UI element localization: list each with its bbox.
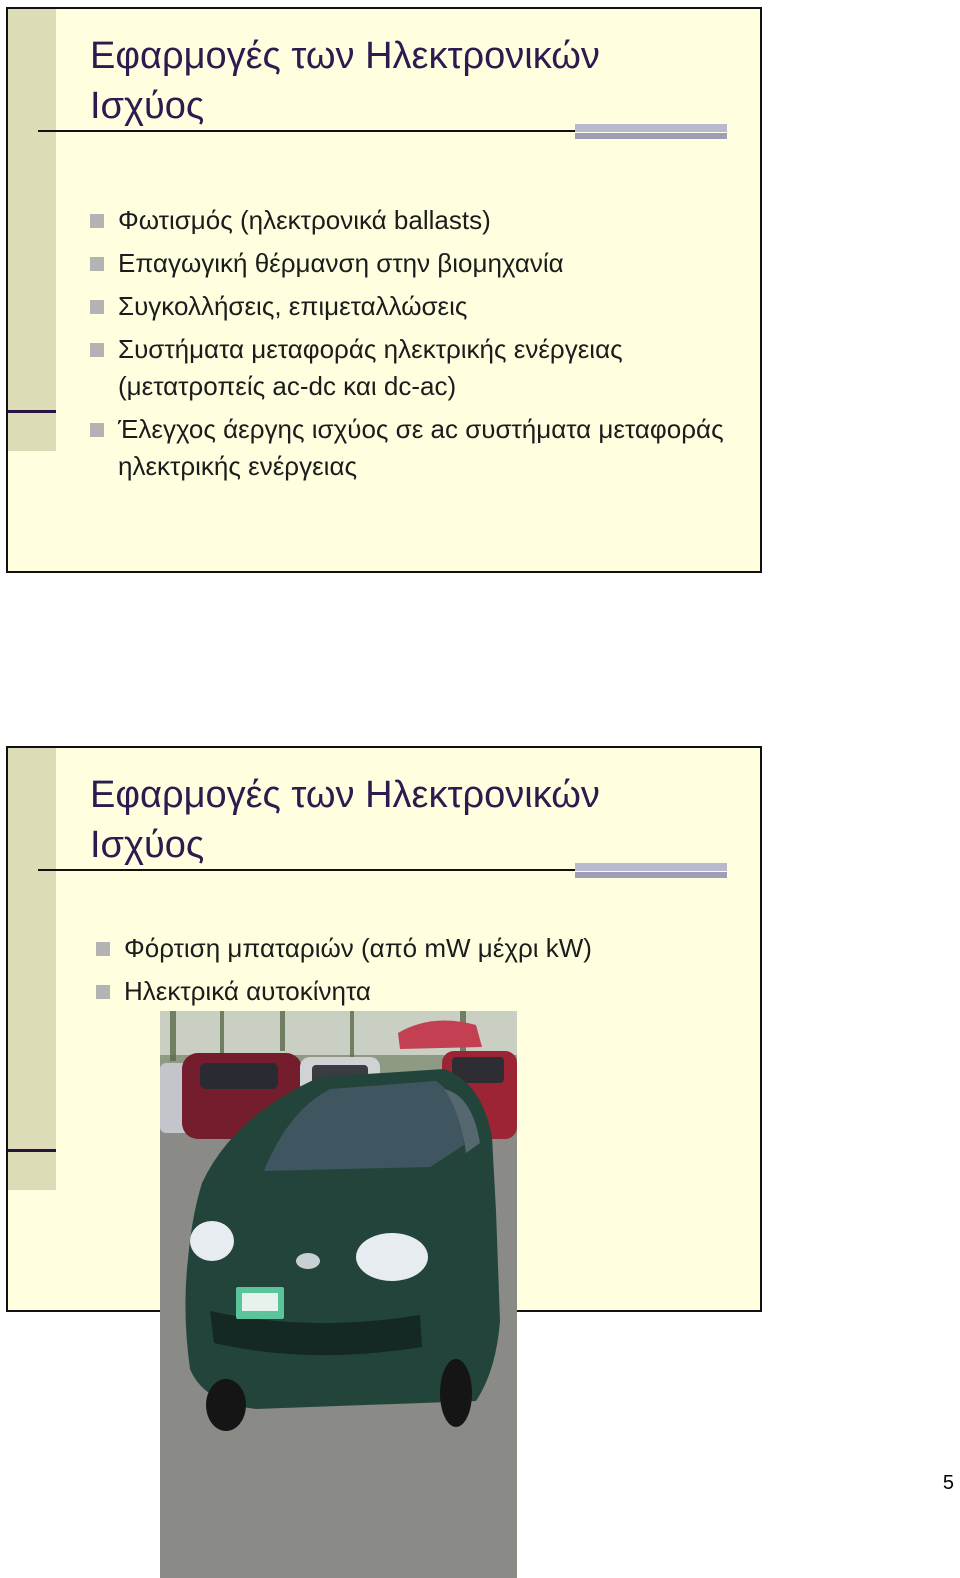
square-bullet-icon [96,985,110,999]
bullet-text: Επαγωγική θέρμανση στην βιομηχανία [118,248,564,278]
square-bullet-icon [90,343,104,357]
bullet-text: Φόρτιση μπαταριών (από mW μέχρι kW) [124,933,592,963]
electric-car-photo [160,1011,517,1578]
bullet-text: Έλεγχος άεργης ισχύος σε ac συστήματα μεταφοράς ηλεκτρικής ενέργειας [118,414,724,481]
square-bullet-icon [90,300,104,314]
bullet-item [90,202,740,239]
page-number: 5 [942,1472,954,1494]
slide-side-strip [8,748,56,1190]
slide-side-strip [8,9,56,451]
title-underline [38,130,578,132]
title-accent-bar-shadow [575,133,727,139]
title-accent-bar [575,124,727,132]
bullet-item [90,245,740,282]
slide-title-line-1: Εφαρμογές των Ηλεκτρονικών [90,774,600,816]
bullet-item [96,973,746,1010]
slide-2 [6,746,762,1312]
bullet-text: Συστήματα μεταφοράς ηλεκτρικής ενέργειας (μετατροπείς ac-dc και dc-ac) [118,334,623,401]
bullet-list [96,930,746,1016]
square-bullet-icon [96,942,110,956]
bullet-text: Συγκολλήσεις, επιμεταλλώσεις [118,291,468,321]
slide-title [90,770,730,870]
bullet-text: Ηλεκτρικά αυτοκίνητα [124,976,371,1006]
bullet-list [90,202,740,491]
title-accent-bar-shadow [575,872,727,878]
bullet-item [90,411,740,485]
slide-side-tick [8,1149,56,1152]
slide-1 [6,7,762,573]
square-bullet-icon [90,214,104,228]
square-bullet-icon [90,423,104,437]
bullet-item [96,930,746,967]
bullet-text: Φωτισμός (ηλεκτρονικά ballasts) [118,205,491,235]
slide-side-tick [8,410,56,413]
title-accent-bar [575,863,727,871]
slide-title-line-2: Ισχύος [90,824,205,866]
slide-title [90,31,730,131]
bullet-item [90,288,740,325]
bullet-item [90,331,740,405]
slide-title-line-1: Εφαρμογές των Ηλεκτρονικών [90,35,600,77]
title-underline [38,869,578,871]
square-bullet-icon [90,257,104,271]
slide-title-line-2: Ισχύος [90,85,205,127]
